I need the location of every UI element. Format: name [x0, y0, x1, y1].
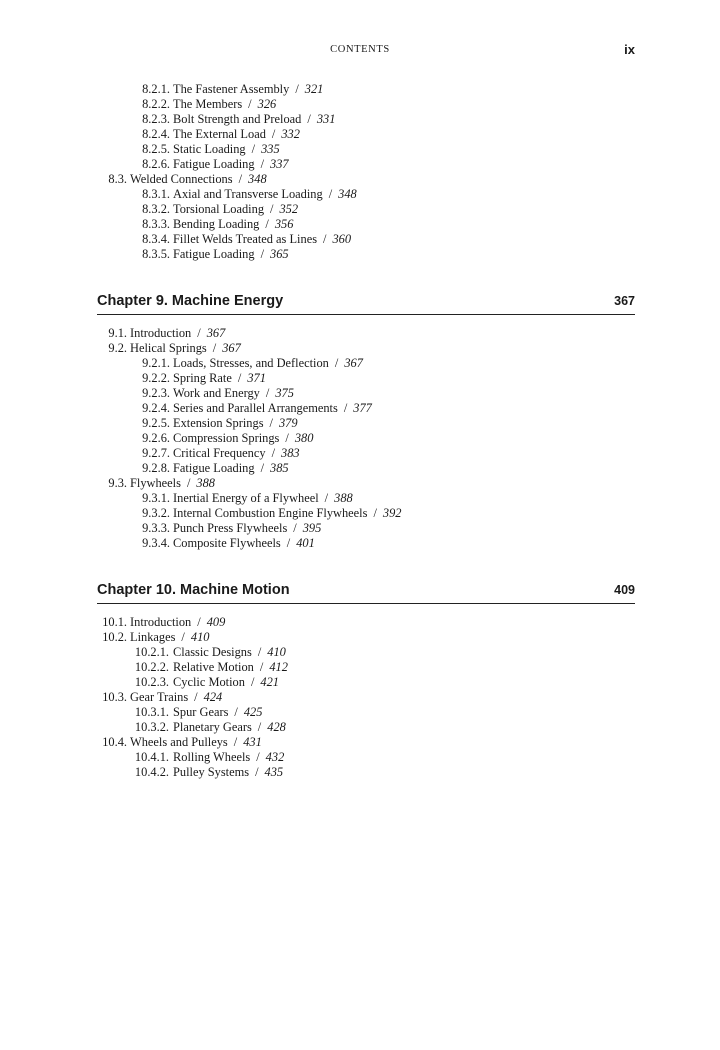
entry-number: 9.2.	[108, 341, 127, 355]
entry-page: 337	[270, 157, 289, 171]
entry-separator: /	[324, 491, 329, 505]
entry-page: 377	[353, 401, 372, 415]
entry-page: 388	[196, 476, 215, 490]
toc-entry[interactable]	[0, 187, 720, 202]
entry-number: 9.3.	[108, 476, 127, 490]
entry-page: 371	[247, 371, 266, 385]
entry-title: The Members	[173, 97, 243, 111]
entry-title: Cyclic Motion	[173, 675, 245, 689]
entry-title: Critical Frequency	[173, 446, 266, 460]
toc-entry[interactable]	[0, 127, 720, 142]
entry-title: Static Loading	[173, 142, 246, 156]
entry-separator: /	[373, 506, 377, 520]
toc-entry[interactable]	[0, 521, 720, 536]
entry-number: 8.3.3.	[142, 217, 170, 231]
page-number: ix	[624, 42, 635, 57]
entry-separator: /	[260, 461, 265, 475]
entry-number: 9.2.5.	[142, 416, 170, 430]
entry-separator: /	[197, 615, 201, 629]
entry-separator: /	[307, 112, 311, 126]
entry-separator: /	[259, 660, 264, 674]
toc-entry[interactable]	[0, 615, 720, 630]
toc-entry[interactable]	[0, 82, 720, 97]
entry-separator: /	[265, 386, 270, 400]
entry-title: Wheels and Pulleys	[130, 735, 228, 749]
entry-separator: /	[285, 431, 289, 445]
entry-page: 352	[279, 202, 299, 216]
toc-entry[interactable]	[0, 630, 720, 645]
entry-page: 385	[270, 461, 289, 475]
toc-entry[interactable]	[0, 247, 720, 262]
entry-number: 10.4.1.	[134, 750, 169, 764]
entry-title: Compression Springs	[173, 431, 280, 445]
entry-number: 8.2.2.	[142, 97, 170, 111]
running-head	[0, 42, 720, 58]
entry-number: 8.3.1.	[142, 187, 170, 201]
entry-number: 8.3.5.	[142, 247, 170, 261]
entry-separator: /	[257, 645, 262, 659]
entry-number: 9.2.7.	[142, 446, 170, 460]
entry-number: 10.3.2.	[134, 720, 169, 734]
toc-entry[interactable]	[0, 217, 720, 232]
entry-number: 10.3.	[102, 690, 127, 704]
entry-title: Welded Connections	[130, 172, 233, 186]
entry-page: 425	[243, 705, 263, 719]
entry-title: Composite Flywheels	[173, 536, 281, 550]
entry-title: Axial and Transverse Loading	[173, 187, 323, 201]
entry-title: Inertial Energy of a Flywheel	[173, 491, 319, 505]
toc-entry[interactable]	[0, 341, 720, 356]
entry-title: Punch Press Flywheels	[173, 521, 288, 535]
entry-page: 392	[382, 506, 402, 520]
entry-number: 8.3.2.	[142, 202, 170, 216]
entry-separator: /	[323, 232, 327, 246]
chapter-page: 367	[614, 294, 635, 308]
toc-entry[interactable]	[0, 431, 720, 446]
toc-entry[interactable]	[0, 386, 720, 401]
entry-page: 365	[270, 247, 289, 261]
entry-separator: /	[343, 401, 348, 415]
entry-separator: /	[295, 82, 299, 96]
toc-entry[interactable]	[0, 446, 720, 461]
entry-separator: /	[257, 720, 262, 734]
entry-number: 10.2.	[102, 630, 127, 644]
entry-number: 9.2.2.	[142, 371, 170, 385]
entry-page: 331	[316, 112, 336, 126]
toc-entry[interactable]	[0, 476, 720, 491]
toc-entry[interactable]	[0, 750, 720, 765]
entry-title: Loads, Stresses, and Deflection	[173, 356, 329, 370]
entry-separator: /	[233, 735, 238, 749]
chapter-heading[interactable]	[97, 290, 635, 315]
entry-page: 367	[222, 341, 241, 355]
entry-title: Linkages	[130, 630, 176, 644]
entry-page: 367	[206, 326, 226, 340]
entry-title: Work and Energy	[173, 386, 260, 400]
entry-page: 379	[278, 416, 298, 430]
entry-separator: /	[286, 536, 291, 550]
entry-separator: /	[270, 202, 274, 216]
entry-title: Fillet Welds Treated as Lines	[173, 232, 318, 246]
toc-entry[interactable]	[0, 232, 720, 247]
toc-entry[interactable]	[0, 690, 720, 705]
toc-entry[interactable]	[0, 506, 720, 521]
entry-separator: /	[248, 97, 252, 111]
toc-entry[interactable]	[0, 371, 720, 386]
entry-page: 432	[265, 750, 285, 764]
toc-entry[interactable]	[0, 157, 720, 172]
entry-page: 367	[344, 356, 363, 370]
entry-number: 10.2.3.	[134, 675, 169, 689]
entry-page: 388	[334, 491, 353, 505]
entry-page: 383	[281, 446, 300, 460]
entry-page: 380	[294, 431, 314, 445]
toc-entry[interactable]	[0, 765, 720, 780]
entry-page: 435	[264, 765, 284, 779]
entry-title: Bending Loading	[173, 217, 260, 231]
entry-title: The Fastener Assembly	[173, 82, 290, 96]
chapter-title: Chapter 10. Machine Motion	[97, 582, 290, 598]
entry-page: 410	[267, 645, 286, 659]
toc-entry[interactable]	[0, 491, 720, 506]
entry-page: 321	[304, 82, 324, 96]
entry-separator: /	[251, 142, 256, 156]
toc-entry[interactable]	[0, 356, 720, 371]
entry-page: 335	[261, 142, 280, 156]
entry-number: 9.2.4.	[142, 401, 170, 415]
entry-number: 9.2.1.	[142, 356, 170, 370]
entry-number: 10.4.2.	[134, 765, 169, 779]
entry-title: Gear Trains	[130, 690, 189, 704]
entry-title: Torsional Loading	[173, 202, 265, 216]
entry-separator: /	[265, 217, 269, 231]
entry-separator: /	[250, 675, 255, 689]
entry-number: 8.3.	[108, 172, 127, 186]
entry-page: 348	[338, 187, 357, 201]
entry-page: 326	[257, 97, 277, 111]
toc-entry[interactable]	[0, 461, 720, 476]
entry-number: 8.2.4.	[142, 127, 170, 141]
entry-page: 421	[260, 675, 279, 689]
toc-entry[interactable]	[0, 735, 720, 750]
entry-page: 412	[269, 660, 288, 674]
entry-number: 9.2.6.	[142, 431, 170, 445]
entry-number: 8.2.5.	[142, 142, 170, 156]
toc-entry[interactable]	[0, 112, 720, 127]
entry-title: Rolling Wheels	[173, 750, 251, 764]
entry-separator: /	[260, 157, 265, 171]
entry-title: Pulley Systems	[173, 765, 250, 779]
chapter-heading[interactable]	[97, 579, 635, 604]
toc-entry[interactable]	[0, 97, 720, 112]
entry-title: Spur Gears	[173, 705, 229, 719]
chapter-page: 409	[614, 583, 635, 597]
entry-number: 10.2.1.	[134, 645, 169, 659]
toc-entry[interactable]	[0, 675, 720, 690]
entry-page: 395	[302, 521, 322, 535]
entry-separator: /	[328, 187, 333, 201]
entry-number: 8.2.3.	[142, 112, 170, 126]
entry-page: 401	[296, 536, 315, 550]
toc-entry[interactable]	[0, 645, 720, 660]
toc-entry[interactable]	[0, 142, 720, 157]
entry-title: Series and Parallel Arrangements	[173, 401, 338, 415]
running-title: CONTENTS	[330, 44, 390, 55]
entry-title: Internal Combustion Engine Flywheels	[173, 506, 368, 520]
entry-number: 8.2.6.	[142, 157, 170, 171]
entry-number: 9.3.2.	[142, 506, 170, 520]
entry-title: Bolt Strength and Preload	[173, 112, 302, 126]
entry-title: Introduction	[130, 326, 192, 340]
entry-separator: /	[271, 446, 276, 460]
entry-number: 8.2.1.	[142, 82, 170, 96]
entry-number: 8.3.4.	[142, 232, 170, 246]
entry-title: Extension Springs	[173, 416, 264, 430]
toc-entry[interactable]	[0, 660, 720, 675]
entry-number: 9.2.8.	[142, 461, 170, 475]
toc-entry[interactable]	[0, 326, 720, 341]
toc-entry[interactable]	[0, 720, 720, 735]
entry-title: Classic Designs	[173, 645, 252, 659]
entry-title: Fatigue Loading	[173, 247, 255, 261]
entry-number: 9.3.3.	[142, 521, 170, 535]
entry-page: 360	[332, 232, 352, 246]
entry-page: 348	[248, 172, 267, 186]
entry-separator: /	[212, 341, 217, 355]
entry-title: Fatigue Loading	[173, 157, 255, 171]
entry-separator: /	[186, 476, 191, 490]
entry-page: 431	[243, 735, 262, 749]
entry-separator: /	[234, 705, 238, 719]
entry-page: 375	[275, 386, 294, 400]
entry-page: 428	[267, 720, 286, 734]
entry-separator: /	[238, 172, 243, 186]
entry-number: 9.3.4.	[142, 536, 170, 550]
entry-separator: /	[237, 371, 242, 385]
entry-page: 409	[206, 615, 226, 629]
entry-number: 10.1.	[102, 615, 127, 629]
chapter-title: Chapter 9. Machine Energy	[97, 293, 284, 309]
entry-separator: /	[269, 416, 273, 430]
entry-number: 9.2.3.	[142, 386, 170, 400]
entry-separator: /	[181, 630, 185, 644]
entry-separator: /	[271, 127, 276, 141]
entry-page: 356	[274, 217, 294, 231]
entry-separator: /	[293, 521, 297, 535]
entry-number: 10.3.1.	[134, 705, 169, 719]
entry-title: Spring Rate	[173, 371, 232, 385]
entry-number: 9.3.1.	[142, 491, 170, 505]
entry-page: 424	[203, 690, 223, 704]
entry-title: Flywheels	[130, 476, 181, 490]
entry-number: 10.2.2.	[134, 660, 169, 674]
toc-entry[interactable]	[0, 401, 720, 416]
entry-separator: /	[256, 750, 260, 764]
entry-separator: /	[260, 247, 265, 261]
table-of-contents	[0, 82, 720, 780]
entry-title: Planetary Gears	[173, 720, 252, 734]
toc-entry[interactable]	[0, 705, 720, 720]
entry-number: 9.1.	[108, 326, 127, 340]
entry-title: The External Load	[173, 127, 266, 141]
entry-separator: /	[194, 690, 198, 704]
entry-number: 10.4.	[102, 735, 127, 749]
entry-separator: /	[197, 326, 201, 340]
toc-entry[interactable]	[0, 536, 720, 551]
entry-title: Fatigue Loading	[173, 461, 255, 475]
toc-entry[interactable]	[0, 416, 720, 431]
entry-separator: /	[334, 356, 339, 370]
entry-title: Introduction	[130, 615, 192, 629]
entry-title: Helical Springs	[130, 341, 207, 355]
entry-page: 410	[190, 630, 210, 644]
entry-page: 332	[281, 127, 300, 141]
toc-entry[interactable]	[0, 172, 720, 187]
toc-entry[interactable]	[0, 202, 720, 217]
entry-separator: /	[255, 765, 259, 779]
entry-title: Relative Motion	[173, 660, 254, 674]
